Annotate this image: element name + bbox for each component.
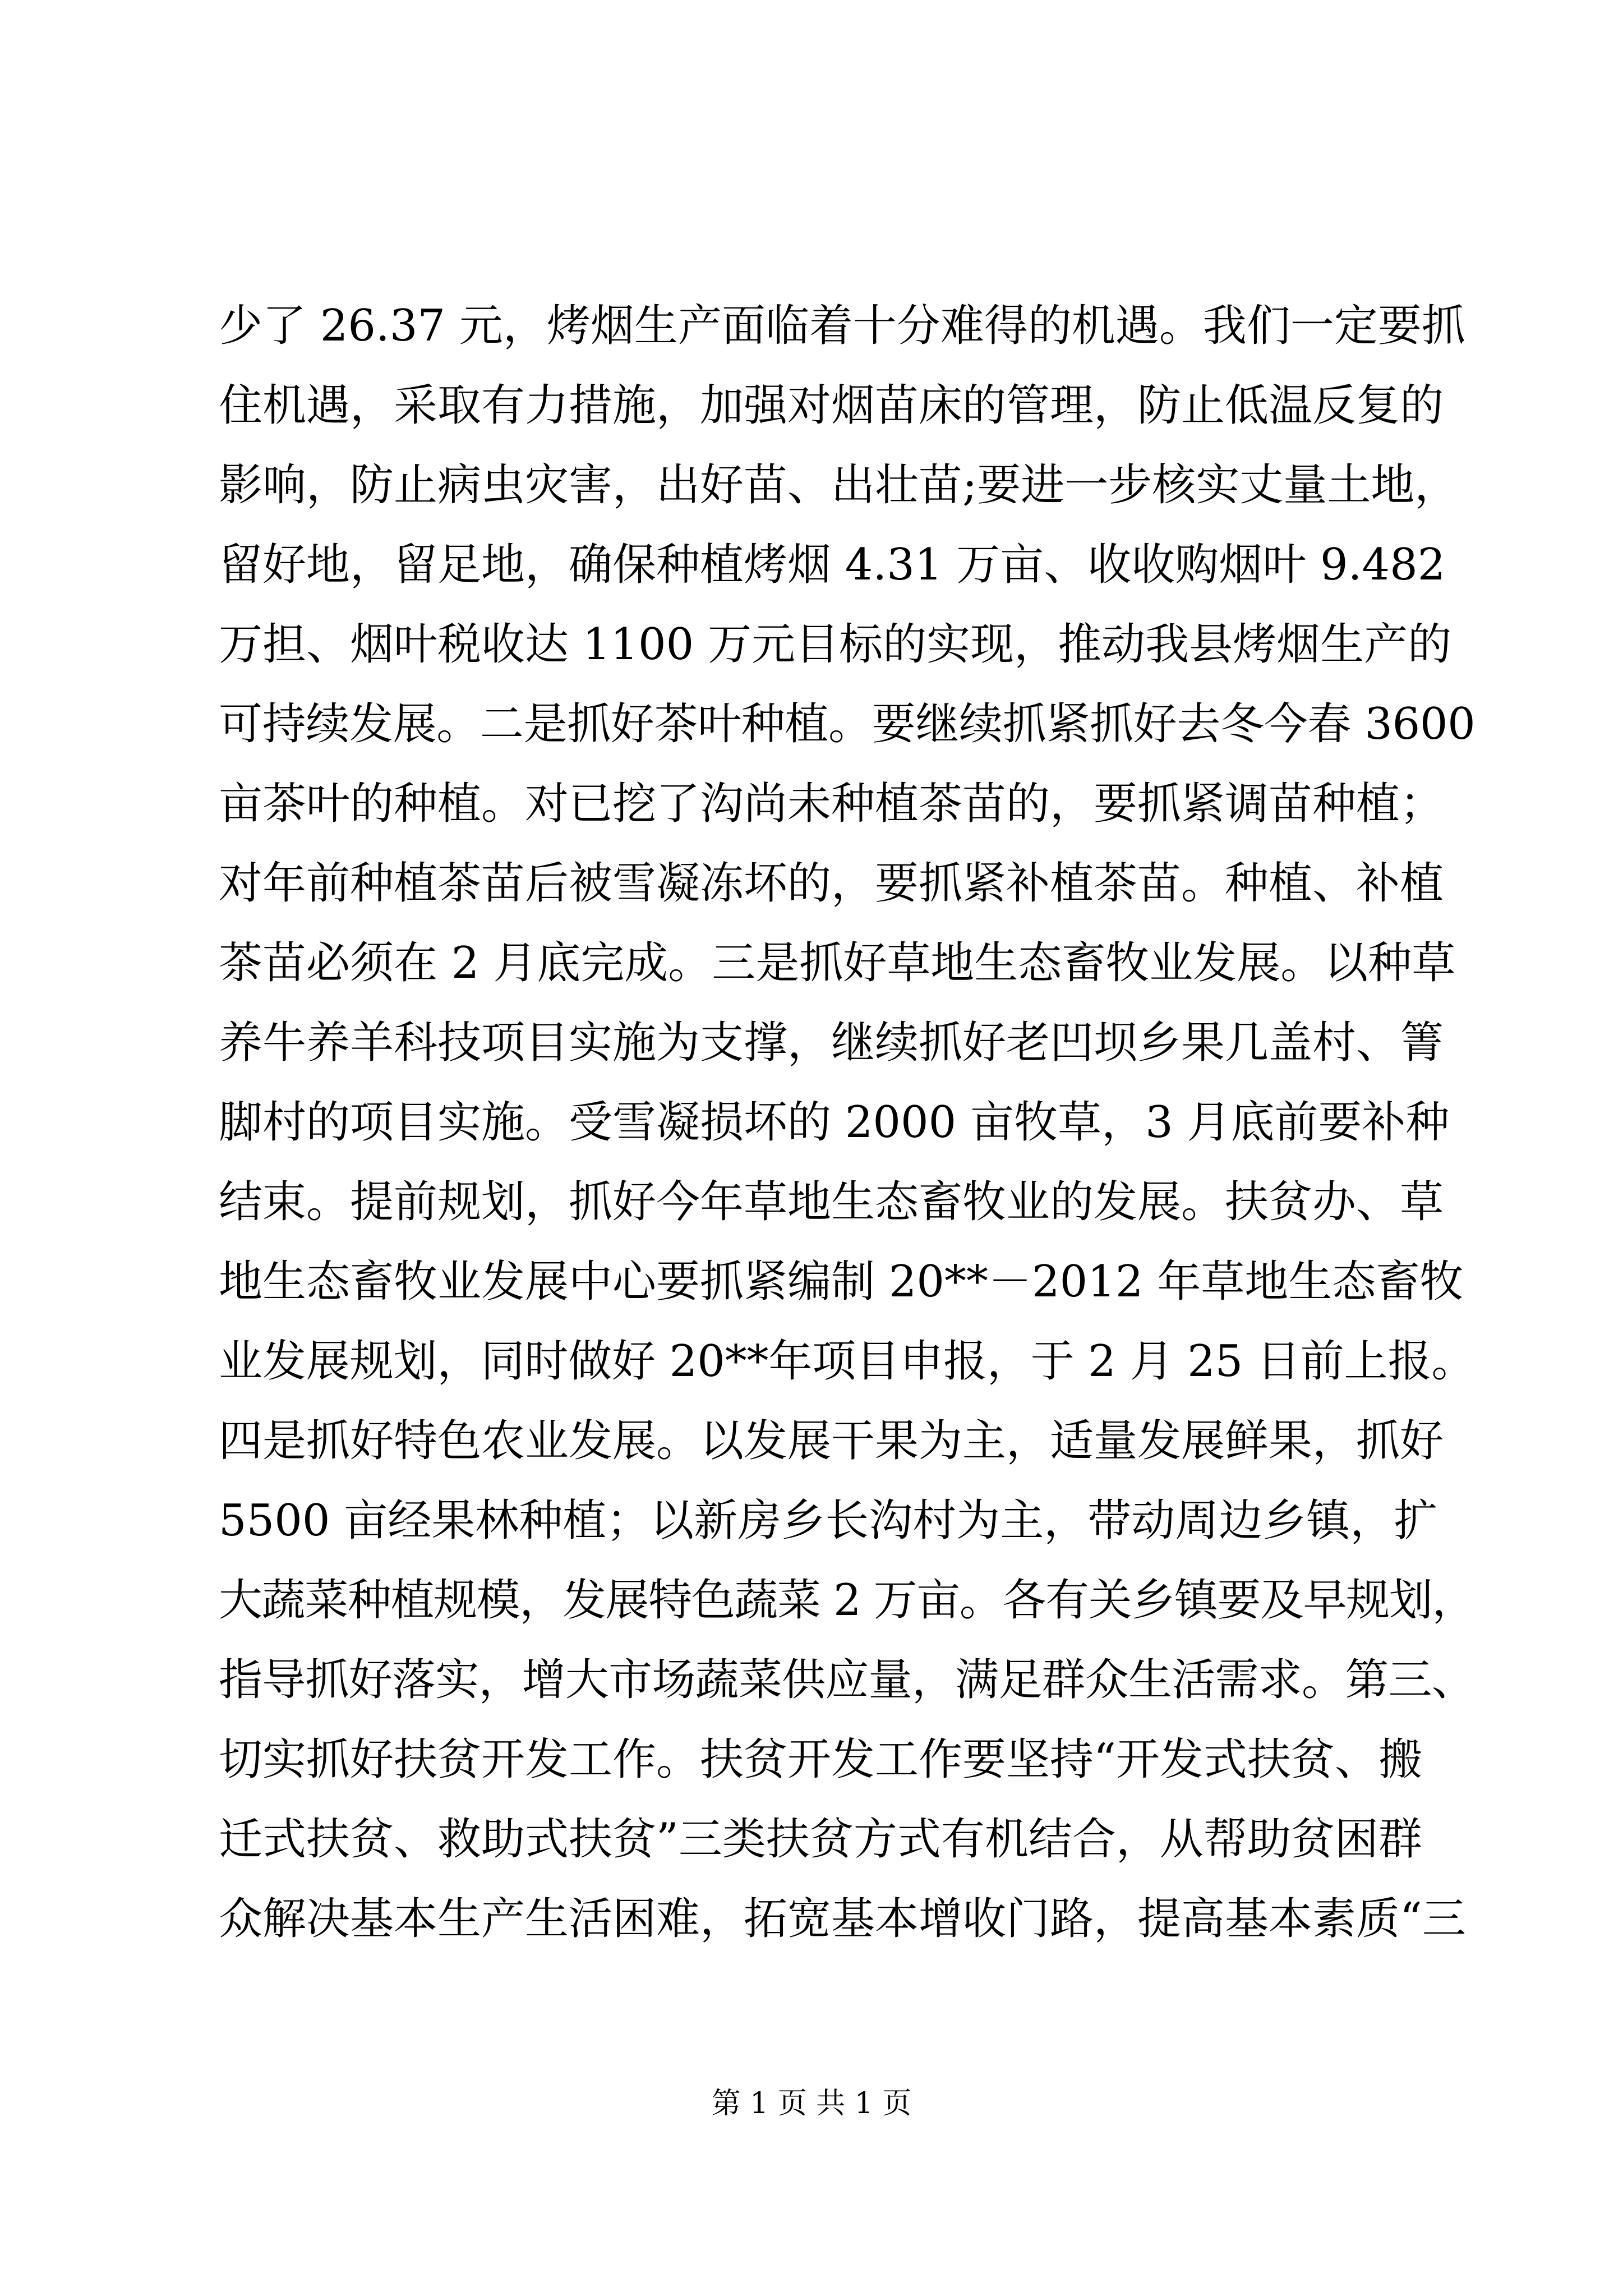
- text-line: 结束。提前规划，抓好今年草地生态畜牧业的发展。扶贫办、草: [219, 1177, 1444, 1227]
- text-line: 少了 26.37 元，烤烟生产面临着十分难得的机遇。我们一定要抓: [219, 301, 1465, 351]
- text-line: 住机遇，采取有力措施，加强对烟苗床的管理，防止低温反复的: [219, 380, 1444, 431]
- text-line: 迁式扶贫、救助式扶贫”三类扶贫方式有机结合，从帮助贫困群: [219, 1814, 1422, 1865]
- text-line: 可持续发展。二是抓好茶叶种植。要继续抓紧抓好去冬今春 3600: [219, 699, 1476, 749]
- text-line: 大蔬菜种植规模，发展特色蔬菜 2 万亩。各有关乡镇要及早规划，: [219, 1575, 1476, 1626]
- text-line: 指导抓好落实，增大市场蔬菜供应量，满足群众生活需求。第三、: [219, 1655, 1475, 1705]
- text-line: 5500 亩经果林种植；以新房乡长沟村为主，带动周边乡镇，扩: [219, 1496, 1438, 1546]
- text-line: 茶苗必须在 2 月底完成。三是抓好草地生态畜牧业发展。以种草: [219, 938, 1456, 988]
- page-footer: 第 1 页 共 1 页: [711, 2087, 912, 2120]
- text-line: 脚村的项目实施。受雪凝损坏的 2000 亩牧草，3 月底前要补种: [219, 1097, 1450, 1148]
- text-line: 对年前种植茶苗后被雪凝冻坏的，要抓紧补植茶苗。种植、补植: [219, 858, 1444, 909]
- text-line: 众解决基本生产生活困难，拓宽基本增收门路，提高基本素质“三: [219, 1894, 1466, 1944]
- text-line: 亩茶叶的种植。对已挖了沟尚未种植茶苗的，要抓紧调苗种植；: [219, 779, 1444, 829]
- text-line: 地生态畜牧业发展中心要抓紧编制 20**－2012 年草地生态畜牧: [219, 1257, 1464, 1307]
- text-line: 万担、烟叶税收达 1100 万元目标的实现，推动我县烤烟生产的: [219, 619, 1452, 670]
- text-line: 留好地，留足地，确保种植烤烟 4.31 万亩、收收购烟叶 9.482: [219, 540, 1446, 590]
- text-line: 影响，防止病虫灾害，出好苗、出壮苗;要进一步核实丈量土地，: [219, 460, 1459, 510]
- text-line: 切实抓好扶贫开发工作。扶贫开发工作要坚持“开发式扶贫、搬: [219, 1734, 1422, 1785]
- text-line: 养牛养羊科技项目实施为支撑，继续抓好老凹坝乡果几盖村、箐: [219, 1018, 1444, 1068]
- text-line: 业发展规划，同时做好 20**年项目申报，于 2 月 25 日前上报。: [219, 1336, 1476, 1387]
- body-text: [219, 286, 1475, 1959]
- text-line: 四是抓好特色农业发展。以发展干果为主，适量发展鲜果，抓好: [219, 1416, 1444, 1466]
